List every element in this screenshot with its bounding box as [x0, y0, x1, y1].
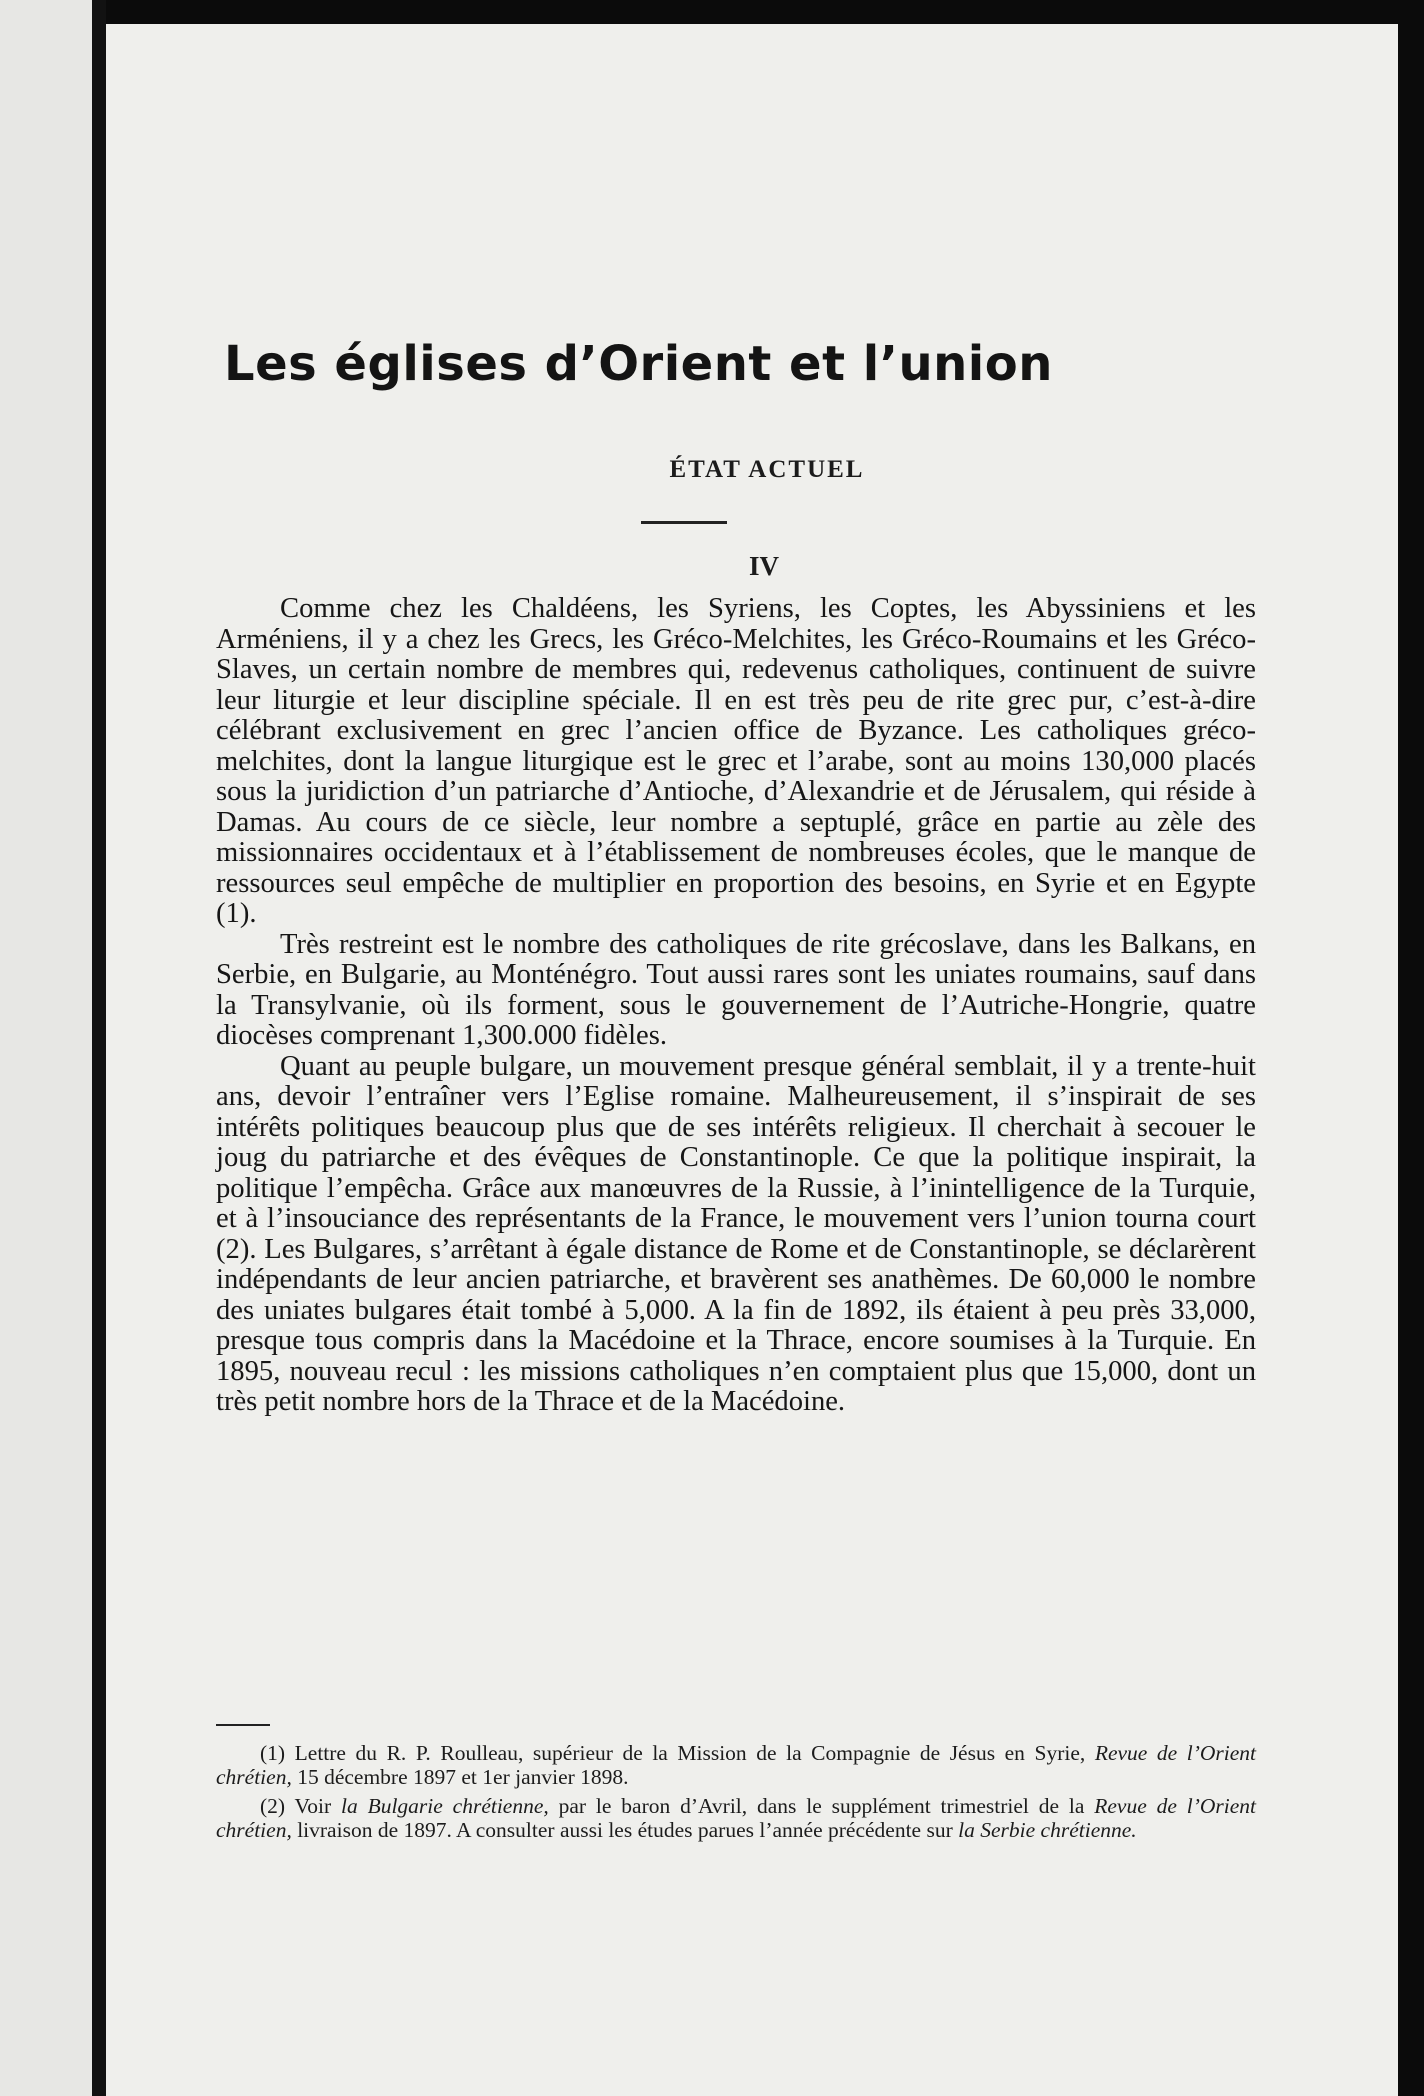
- footnote-text: Voir: [294, 1794, 332, 1818]
- document-page: [106, 24, 1398, 2096]
- footnote-italic: Revue de l’Orient chrétien,: [216, 1741, 1256, 1789]
- footnote-italic: la Serbie chrétienne.: [958, 1817, 1137, 1842]
- scan-border-right: [1398, 0, 1424, 2096]
- footnote-italic: Revue de l’Orient chrétien,: [216, 1794, 1257, 1842]
- footnote-text: 15 décembre 1897 et 1er janvier 1898.: [297, 1764, 629, 1789]
- footnote-mark: (2): [260, 1794, 286, 1818]
- body-text: [216, 594, 1256, 1418]
- paragraph: Comme chez les Chaldéens, les Syriens, les Coptes, les Abyssiniens et les Arméniens, il y a chez les Grecs, les Gréco-Melchites, les Gréco-Roumains et les Gréco-Slaves, un certain nombre de membres qui, redevenus catholiques, continuent de suivre leur liturgie et leur discipline spéciale. Il en est très peu de rite grec pur, c’est-à-dire célébrant exclusivement en grec l’ancien office de Byzance. Les catholiques gréco-melchites, dont la langue liturgique est le grec et l’arabe, sont au moins 130,000 placés sous la juridiction d’un patriarche d’Antioche, d’Alexandrie et de Jérusalem, qui réside à Damas. Au cours de ce siècle, leur nombre a septuplé, grâce en partie au zèle des missionnaires occidentaux et à l’établissement de nombreuses écoles, que le manque de ressources seul empêche de multiplier en proportion des besoins, en Syrie et en Egypte (1).: [216, 593, 1256, 929]
- footnote-divider: [216, 1724, 270, 1726]
- footnote: [216, 1742, 1256, 1789]
- page-title: Les églises d’Orient et l’union: [224, 336, 1053, 392]
- title-divider: [641, 521, 727, 524]
- adjacent-page-edge: [0, 0, 92, 2096]
- section-number: IV: [748, 551, 779, 581]
- footnote-text: Lettre du R. P. Roulleau, supérieur de la Mission de la Compagnie de Jésus en Syrie,: [294, 1741, 1086, 1765]
- page-gutter-shadow: [92, 0, 106, 2096]
- page-subtitle: ÉTAT ACTUEL: [669, 456, 865, 483]
- paragraph: Très restreint est le nombre des catholiques de rite grécoslave, dans les Balkans, en Serbie, en Bulgarie, au Monténégro. Tout aussi rares sont les uniates roumains, sauf dans la Transylvanie, où ils forment, sous le gouvernement de l’Autriche-Hongrie, quatre diocèses comprenant 1,300.000 fidèles.: [216, 928, 1256, 1051]
- footnote-text: livraison de 1897. A consulter aussi les études parues l’année précédente sur: [297, 1817, 953, 1842]
- footnote-text: par le baron d’Avril, dans le supplément trimestriel de la: [558, 1794, 1085, 1818]
- paragraph: Quant au peuple bulgare, un mouvement presque général semblait, il y a trente-huit ans, devoir l’entraîner vers l’Eglise romaine. Malheureusement, il s’inspirait de ses intérêts politiques beaucoup plus que de ses intérêts religieux. Il cherchait à secouer le joug du patriarche et des évêques de Constantinople. Ce que la politique inspirait, la politique l’empêcha. Grâce aux manœuvres de la Russie, à l’inintelligence de la Turquie, et à l’insouciance des représentants de la France, le mouvement vers l’union tourna court (2). Les Bulgares, s’arrêtant à égale distance de Rome et de Constantinople, se déclarèrent indépendants de leur ancien patriarche, et bravèrent ses anathèmes. De 60,000 le nombre des uniates bulgares était tombé à 5,000. A la fin de 1892, ils étaient à peu près 33,000, presque tous compris dans la Macédoine et la Thrace, encore soumises à la Turquie. En 1895, nouveau recul : les missions catholiques n’en comptaient plus que 15,000, dont un très petit nombre hors de la Thrace et de la Macédoine.: [216, 1050, 1256, 1417]
- footnote: [216, 1795, 1256, 1842]
- footnote-italic: la Bulgarie chrétienne,: [341, 1794, 549, 1818]
- footnotes: [216, 1742, 1256, 1848]
- footnote-mark: (1): [260, 1741, 286, 1765]
